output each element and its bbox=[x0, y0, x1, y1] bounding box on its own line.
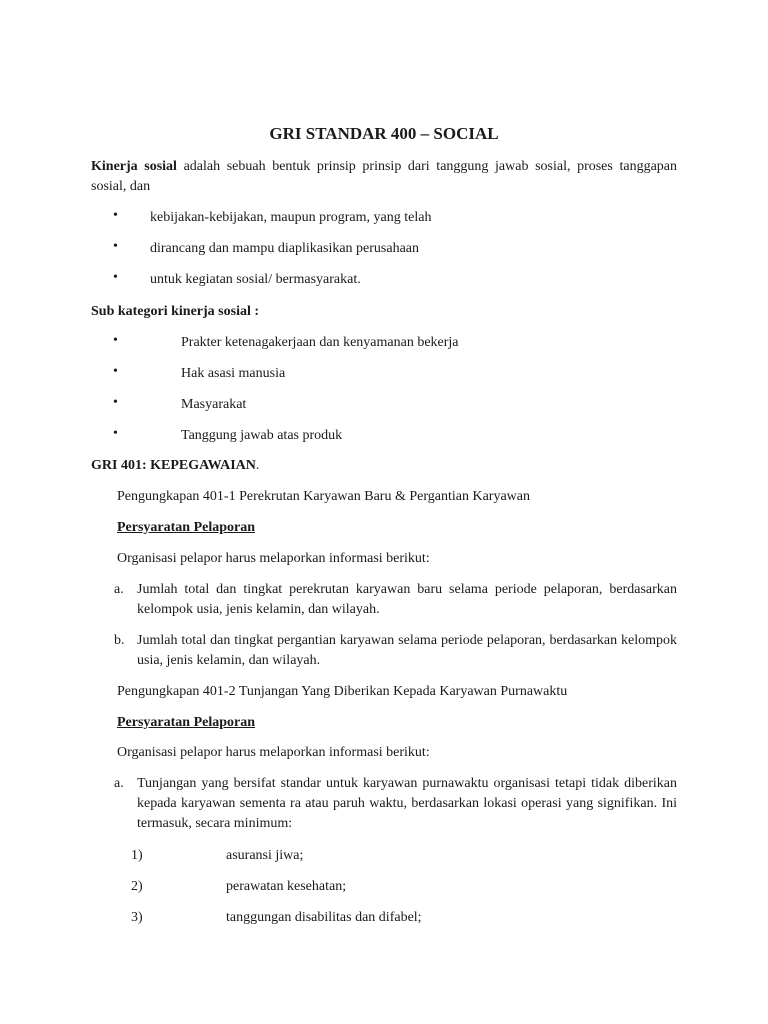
numbered-label: 2) bbox=[131, 879, 143, 894]
intro-text: adalah sebuah bentuk prinsip prinsip dari tanggung jawab sosial, proses tanggapan sosial, dan bbox=[91, 159, 677, 194]
gri401-heading: GRI 401: KEPEGAWAIAN bbox=[91, 458, 256, 473]
numbered-label: 1) bbox=[131, 848, 143, 863]
list-item: kebijakan-kebijakan, maupun program, yang telah bbox=[150, 210, 432, 225]
item-text: Jumlah total dan tingkat perekrutan karyawan baru selama periode pelaporan, berdasarkan kelompok usia, jenis kelamin, dan wilayah. bbox=[137, 582, 677, 617]
gri401-heading-line bbox=[91, 456, 259, 476]
disclosure-401-2-title: Pengungkapan 401-2 Tunjangan Yang Diberikan Kepada Karyawan Purnawaktu bbox=[117, 684, 568, 699]
gri401-period: . bbox=[255, 458, 260, 473]
bullet-marker: • bbox=[113, 333, 118, 348]
bullet-marker: • bbox=[113, 239, 118, 254]
item-text: Tunjangan yang bersifat standar untuk karyawan purnawaktu organisasi tetapi tidak diberikan kepada karyawan sementa ra atau paruh waktu, berdasarkan lokasi operasi yang signifikan. Ini termasuk, secara minimum: bbox=[137, 776, 677, 831]
item-label: b. bbox=[114, 633, 125, 648]
intro-bold-term: Kinerja sosial bbox=[91, 159, 177, 174]
bullet-marker: • bbox=[113, 395, 118, 410]
numbered-label: 3) bbox=[131, 910, 143, 925]
numbered-item: perawatan kesehatan; bbox=[226, 879, 347, 894]
list-item: Masyarakat bbox=[181, 397, 247, 412]
disclosure-401-1-title: Pengungkapan 401-1 Perekrutan Karyawan Baru & Pergantian Karyawan bbox=[117, 489, 530, 504]
list-item: Hak asasi manusia bbox=[181, 366, 286, 381]
bullet-marker: • bbox=[113, 208, 118, 223]
document-title: GRI STANDAR 400 – SOCIAL bbox=[269, 124, 499, 143]
item-label: a. bbox=[114, 776, 124, 791]
list-item: untuk kegiatan sosial/ bermasyarakat. bbox=[150, 272, 361, 287]
requirements-intro: Organisasi pelapor harus melaporkan informasi berikut: bbox=[117, 551, 430, 566]
numbered-item: tanggungan disabilitas dan difabel; bbox=[226, 910, 422, 925]
bullet-marker: • bbox=[113, 426, 118, 441]
requirements-heading: Persyaratan Pelaporan bbox=[117, 520, 256, 535]
list-item: Tanggung jawab atas produk bbox=[181, 428, 343, 443]
item-text: Jumlah total dan tingkat pergantian karyawan selama periode pelaporan, berdasarkan kelompok usia, jenis kelamin, dan wilayah. bbox=[137, 633, 677, 668]
bullet-marker: • bbox=[113, 270, 118, 285]
intro-paragraph bbox=[91, 157, 677, 197]
sub-category-heading: Sub kategori kinerja sosial : bbox=[91, 304, 260, 319]
item-label: a. bbox=[114, 582, 124, 597]
list-item: dirancang dan mampu diaplikasikan perusahaan bbox=[150, 241, 420, 256]
list-item: Prakter ketenagakerjaan dan kenyamanan bekerja bbox=[181, 335, 459, 350]
requirements-intro: Organisasi pelapor harus melaporkan informasi berikut: bbox=[117, 745, 430, 760]
numbered-item: asuransi jiwa; bbox=[226, 848, 304, 863]
bullet-marker: • bbox=[113, 364, 118, 379]
requirements-heading: Persyaratan Pelaporan bbox=[117, 715, 256, 730]
